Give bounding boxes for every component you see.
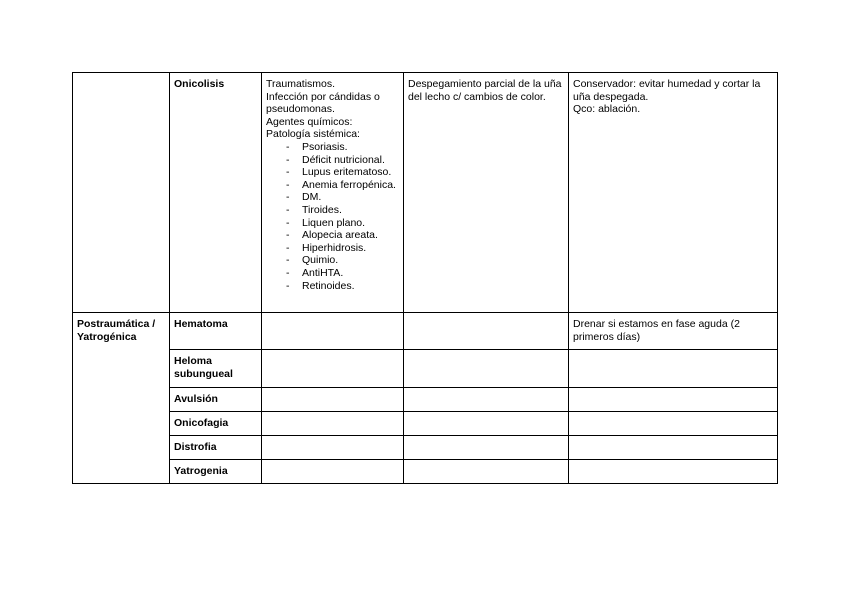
clinic-cell [404,436,569,460]
causes-cell [262,350,404,388]
treatment-cell [569,388,778,412]
cause-line: Patología sistémica: [266,128,360,141]
cause-line: Agentes químicos: [266,115,353,128]
table-row-avulsion [73,388,778,412]
table-row-hematoma [73,313,778,350]
condition-name: Hematoma [170,313,262,350]
causes-cell [262,313,404,350]
systemic-pathology-list [266,141,399,292]
condition-name: Heloma subungueal [170,350,262,388]
causes-cell [262,412,404,436]
treatment-line: Qco: ablación. [573,103,641,116]
clinic-cell [404,350,569,388]
causes-cell [262,436,404,460]
condition-name: Onicofagia [170,412,262,436]
list-item: - AntiHTA. [266,267,399,280]
list-item: - Déficit nutricional. [266,154,399,167]
list-item: - Liquen plano. [266,217,399,230]
treatment-cell [569,460,778,484]
clinic-cell [404,313,569,350]
cause-line: Traumatismos. [266,78,336,90]
causes-cell [262,73,404,313]
list-item: - DM. [266,191,399,204]
treatment-line: Conservador: evitar humedad y cortar la uña despegada. [573,78,761,103]
causes-cell [262,388,404,412]
list-item: - Anemia ferropénica. [266,179,399,192]
list-item: - Quimio. [266,254,399,267]
condition-name: Onicolisis [170,73,262,313]
list-item: - Hiperhidrosis. [266,242,399,255]
list-item: - Lupus eritematoso. [266,166,399,179]
causes-cell [262,460,404,484]
list-item: - Tiroides. [266,204,399,217]
list-item: - Retinoides. [266,280,399,293]
list-item: - Psoriasis. [266,141,399,154]
treatment-cell [569,350,778,388]
table-row-onicofagia [73,412,778,436]
condition-name: Yatrogenia [170,460,262,484]
treatment-cell [569,73,778,313]
treatment-cell [569,436,778,460]
table-row-onicolisis [73,73,778,313]
category-cell [73,73,170,313]
treatment-cell: Drenar si estamos en fase aguda (2 primeros días) [569,313,778,350]
clinic-cell [404,412,569,436]
list-item: - Alopecia areata. [266,229,399,242]
table-row-heloma [73,350,778,388]
treatment-cell [569,412,778,436]
pathology-table [72,72,778,484]
clinic-cell: Despegamiento parcial de la uña del lecho c/ cambios de color. [404,73,569,313]
cause-line: Infección por cándidas o pseudomonas. [266,90,380,116]
category-cell: Postraumática / Yatrogénica [73,313,170,484]
table-row-yatrogenia [73,460,778,484]
condition-name: Avulsión [170,388,262,412]
clinic-cell [404,460,569,484]
table-row-distrofia [73,436,778,460]
condition-name: Distrofia [170,436,262,460]
clinic-cell [404,388,569,412]
